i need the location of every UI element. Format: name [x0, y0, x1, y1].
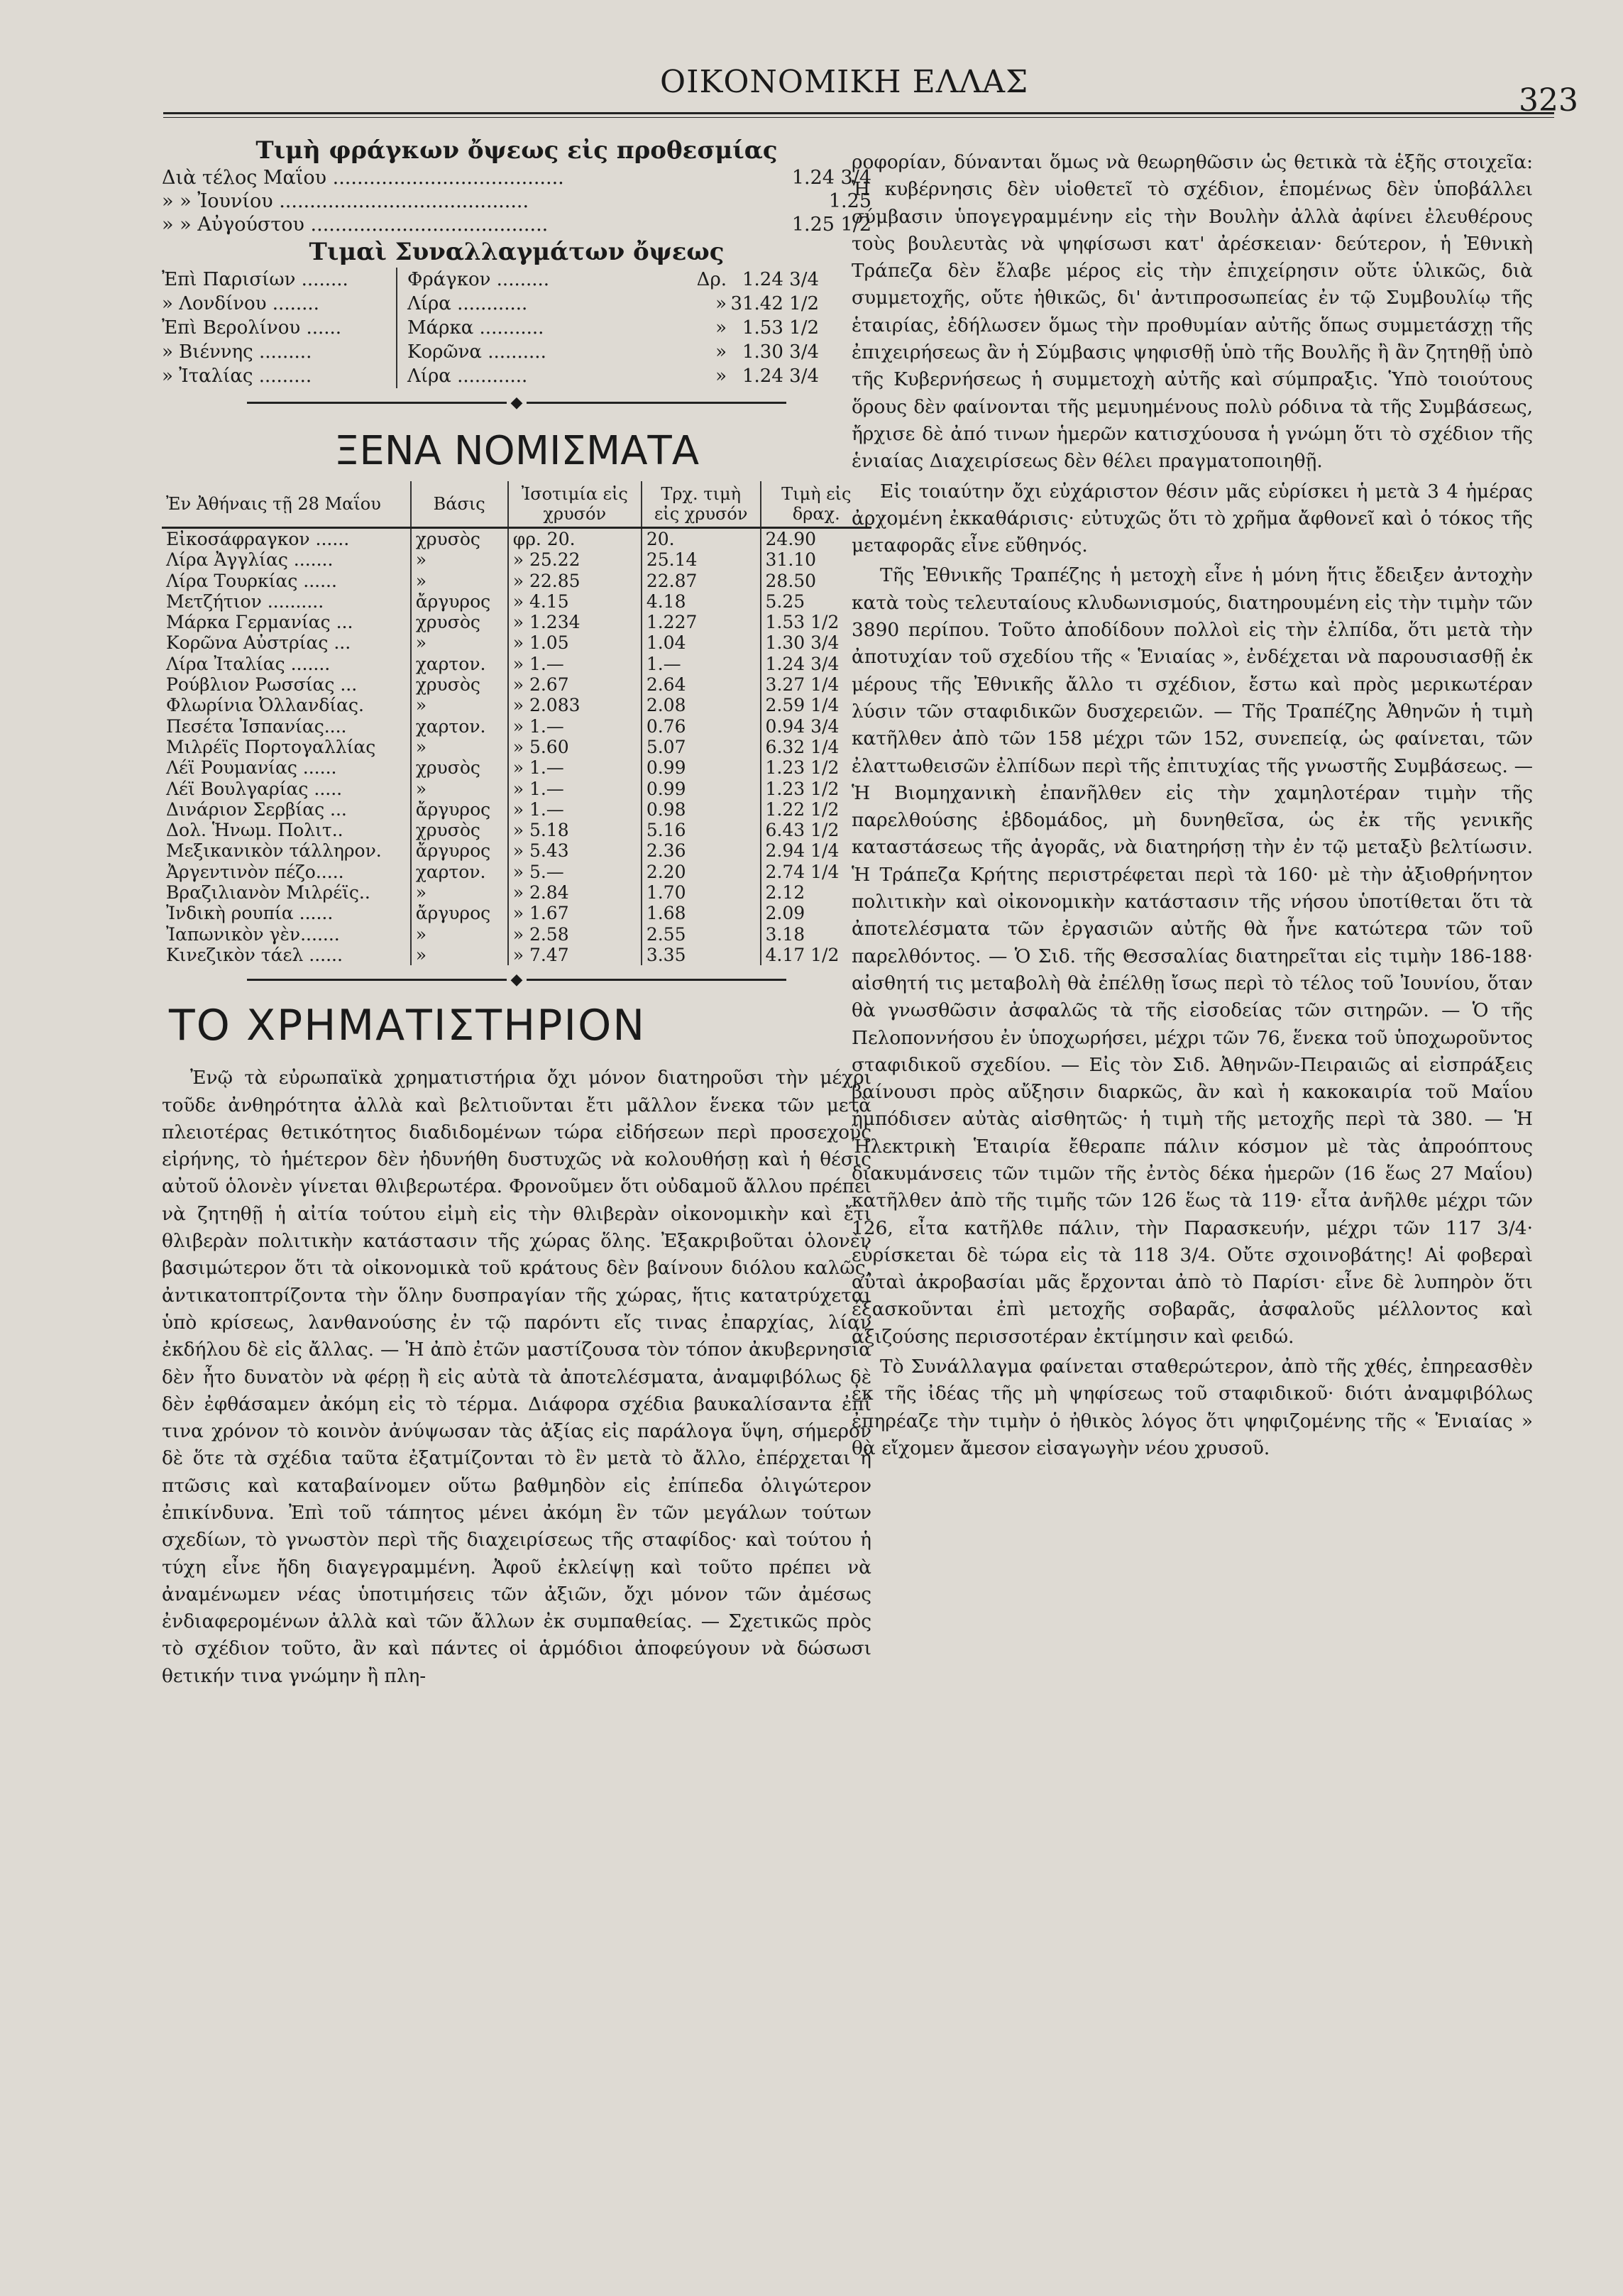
cell-current: 2.55 [642, 924, 761, 945]
table-row [162, 737, 871, 757]
article-paragraph: Εἰς τοιαύτην ὄχι εὐχάριστον θέσιν μᾶς εὑρίσκει ἡ μετὰ 3 4 ἡμέρας ἀρχομένη ἐκκαθάρισις· εὐτυχῶς ὅτι τὸ χρῆμα ἄφθονεῖ καὶ ὁ τόκος τῆς μεταφορᾶς εἶνε εὔθηνός. [852, 480, 1533, 557]
cell-price: 6.43 1/2 [761, 820, 871, 840]
cell-name: Πεσέτα Ἰσπανίας.... [166, 715, 347, 737]
cell-current: 1.70 [642, 882, 761, 903]
cell-price: 1.30 3/4 [761, 632, 871, 653]
cell-name: Κινεζικὸν τάελ ...... [166, 944, 343, 965]
forward-rate-row [162, 189, 871, 213]
table-row [162, 799, 871, 820]
forward-rates-list [162, 166, 871, 236]
cell-basis: ἄργυρος [411, 591, 508, 612]
header-rule-thin [163, 117, 1554, 118]
cell-name: Μετζήτιον .......... [166, 591, 324, 612]
cell-price: 2.59 1/4 [761, 695, 871, 715]
cell-parity: » 1.67 [508, 903, 642, 923]
cell-basis: χρυσὸς [411, 820, 508, 840]
cell-parity: » 5.60 [508, 737, 642, 757]
forward-rate-value: 1.25 [828, 190, 871, 212]
exchange-unit: » [715, 341, 727, 363]
cell-parity: » 5.43 [508, 840, 642, 861]
table-row [162, 591, 871, 612]
exchange-city: » Ἰταλίας ......... [162, 366, 312, 387]
table-row [162, 612, 871, 632]
table-row [162, 820, 871, 840]
article-left-text [162, 1065, 871, 1690]
table-row [162, 862, 871, 882]
exchange-city: » Λονδίνου ........ [162, 293, 319, 314]
cell-current: 22.87 [642, 571, 761, 591]
cell-basis: ἄργυρος [411, 903, 508, 923]
exchange-unit: » [715, 293, 727, 314]
cell-price: 1.24 3/4 [761, 654, 871, 674]
cell-name: Δολ. Ἡνωμ. Πολιτ.. [166, 820, 343, 841]
cell-parity: » 1.— [508, 716, 642, 737]
exchange-city: Ἐπὶ Παρισίων ........ [162, 269, 348, 290]
foreign-currencies-body [162, 528, 871, 966]
cell-parity: » 1.— [508, 799, 642, 820]
cell-basis: » [411, 695, 508, 715]
table-row [162, 674, 871, 695]
foreign-currencies-table [162, 481, 871, 965]
table-row [162, 632, 871, 653]
cell-price: 2.94 1/4 [761, 840, 871, 861]
cell-parity: φρ. 20. [508, 528, 642, 550]
cell-parity: » 2.58 [508, 924, 642, 945]
table-row [162, 779, 871, 799]
cell-price: 1.22 1/2 [761, 799, 871, 820]
exchange-rate-row [162, 292, 871, 316]
cell-basis: » [411, 924, 508, 945]
cell-name: Λίρα Τουρκίας ...... [166, 570, 337, 591]
section-divider-2 [162, 971, 871, 988]
exchange-city: » Βιέννης ......... [162, 341, 312, 363]
article-title: ΤΟ ΧΡΗΜΑΤΙΣΤΗΡΙΟΝ [169, 1001, 647, 1051]
exchange-rate-row [162, 340, 871, 364]
exchange-rates-list [162, 268, 871, 388]
forward-rate-label: » » Ἰουνίου ......................................... [162, 190, 529, 212]
cell-parity: » 1.05 [508, 632, 642, 653]
cell-basis: χαρτον. [411, 716, 508, 737]
cell-price: 28.50 [761, 571, 871, 591]
table-row [162, 695, 871, 715]
cell-parity: » 7.47 [508, 945, 642, 965]
exchange-unit: » [715, 366, 727, 387]
cell-name: Ἰνδικὴ ρουπία ...... [166, 903, 334, 924]
cell-name: Λίρα Ἰταλίας ....... [166, 653, 331, 674]
cell-basis: » [411, 632, 508, 653]
cell-current: 2.64 [642, 674, 761, 695]
table-row [162, 716, 871, 737]
cell-price: 2.74 1/4 [761, 862, 871, 882]
cell-basis: ἄργυρος [411, 799, 508, 820]
cell-name: Κορῶνα Αὐστρίας ... [166, 632, 351, 654]
cell-current: 1.04 [642, 632, 761, 653]
exchange-unit: Δρ. [696, 269, 727, 290]
forward-rates-title: Τιμὴ φράγκων ὄψεως εἰς προθεσμίας [255, 136, 778, 165]
cell-parity: » 1.234 [508, 612, 642, 632]
cell-current: 0.99 [642, 757, 761, 778]
cell-price: 6.32 1/4 [761, 737, 871, 757]
forward-rate-label: » » Αὐγούστου ....................................... [162, 214, 549, 236]
cell-name: Μεξικανικὸν τάλληρον. [166, 840, 382, 862]
exchange-value: 1.24 3/4 [742, 269, 819, 290]
cell-current: 5.16 [642, 820, 761, 840]
exchange-currency: Λίρα ............ [396, 292, 677, 316]
article-right-text [852, 149, 1533, 1462]
cell-basis: » [411, 571, 508, 591]
cell-parity: » 5.18 [508, 820, 642, 840]
cell-current: 1.68 [642, 903, 761, 923]
cell-name: Μιλρέϊς Πορτογαλλίας [166, 736, 376, 757]
cell-basis: ἄργυρος [411, 840, 508, 861]
article-paragraph: Τὸ Συνάλλαγμα φαίνεται σταθερώτερον, ἀπὸ τῆς χθές, ἐπηρεασθὲν ἐκ τῆς ἰδέας τῆς μὴ ψηφίσεως τοῦ σταφιδικοῦ· διότι ἀναμφιβόλως ἐπηρέαζε τὴν τιμὴν ὁ ἠθικὸς λόγος ὅτι ψηφιζομένης τῆς « Ἑνιαίας » θὰ εἴχομεν ἄμεσον εἰσαγωγὴν νέου χρυσοῦ. [852, 1356, 1533, 1459]
cell-current: 1.227 [642, 612, 761, 632]
cell-basis: χρυσὸς [411, 528, 508, 550]
cell-name: Ρούβλιον Ρωσσίας ... [166, 674, 358, 696]
forward-rate-label: Διὰ τέλος Μαΐου ...................................... [162, 167, 564, 189]
cell-price: 1.53 1/2 [761, 612, 871, 632]
cell-price: 2.09 [761, 903, 871, 923]
cell-basis: χρυσὸς [411, 612, 508, 632]
cell-name: Εἰκοσάφραγκον ...... [166, 529, 350, 549]
cell-name: Δινάριον Σερβίας ... [166, 798, 347, 820]
cell-parity: » 2.67 [508, 674, 642, 695]
cell-parity: » 5.— [508, 862, 642, 882]
table-row [162, 924, 871, 945]
exchange-currency: Φράγκον ......... [396, 268, 677, 292]
divider-ornament: ◆ [507, 394, 527, 412]
cell-parity: » 1.— [508, 779, 642, 799]
table-row [162, 757, 871, 778]
exchange-rates-section [162, 236, 871, 388]
cell-name: Λέϊ Ρουμανίας ...... [166, 757, 337, 779]
cell-price: 5.25 [761, 591, 871, 612]
cell-basis: » [411, 549, 508, 570]
cell-basis: » [411, 882, 508, 903]
cell-name: Φλωρίνια Ὀλλανδίας. [166, 695, 365, 716]
cell-name: Λέϊ Βουλγαρίας ..... [166, 778, 343, 799]
col-header-parity: Ἰσοτιμία εἰς χρυσόν [508, 481, 642, 528]
table-header-row [162, 481, 871, 528]
section-divider [162, 394, 871, 411]
col-header-basis: Βάσις [411, 481, 508, 528]
cell-current: 20. [642, 528, 761, 550]
cell-current: 2.20 [642, 862, 761, 882]
cell-price: 31.10 [761, 549, 871, 570]
cell-price: 4.17 1/2 [761, 945, 871, 965]
table-row [162, 903, 871, 923]
forward-rate-value: 1.24 3/4 [791, 167, 871, 189]
header-rule [163, 112, 1554, 114]
article-paragraph: ροφορίαν, δύνανται ὅμως νὰ θεωρηθῶσιν ὡς θετικὰ τὰ ἑξῆς στοιχεῖα: Ἡ κυβέρνησις δὲν υἱοθετεῖ τὸ σχέδιον, ἑπομένως δὲν ὑποβάλλει σύμβασιν ὑπογεγραμμένην εἰς τὴν Βουλὴν ἀλλὰ ἀφίνει ἐλευθέρους τοὺς βουλευτὰς νὰ ψηφίσωσι κατ' ἀρέσκειαν· δεύτερον, ἡ Ἐθνικὴ Τράπεζα δὲν ἔλαβε μέρος εἰς τὴν ἐπιχείρησιν οὔτε ὑλικῶς, διὰ συμμετοχῆς, οὔτε ἠθικῶς, δι' ἀντιπροσωπείας ἐν τῷ Συμβουλίῳ τῆς ἑταιρίας, ἐδήλωσεν ὅμως τὴν προθυμίαν αὐτῆς ὅπως συμμετάσχῃ τῆς ἐπιχειρήσεως ἂν ἡ Σύμβασις ψηφισθῇ ὑπὸ τῆς Βουλῆς ἢ ἂν ζητηθῇ ὑπὸ τῆς Κυβερνήσεως ἡ συμμετοχὴ αὐτῆς καὶ σύμπραξις. Ὑπὸ τοιούτους ὅρους δὲν φαίνονται τῆς μεμυημένους πολὺ ρόδινα τὰ τῆς Συμβάσεως, ἤρχισε δὲ ἀπό τινων ἡμερῶν κατισχύουσα ἡ γνώμη ὅτι τὸ σχέδιον τῆς ἑνιαίας Διαχειρίσεως δὲν θέλει πραγματοποιηθῇ. [852, 151, 1533, 473]
exchange-value: 31.42 1/2 [730, 293, 819, 314]
exchange-value: 1.24 3/4 [742, 366, 819, 387]
page-header [0, 64, 1623, 119]
exchange-currency: Κορῶνα .......... [396, 340, 677, 364]
cell-current: 0.99 [642, 779, 761, 799]
forward-rates-section [162, 135, 871, 236]
cell-basis: χαρτον. [411, 862, 508, 882]
cell-parity: » 22.85 [508, 571, 642, 591]
cell-name: Ἰαπωνικὸν γὲν....... [166, 923, 340, 945]
exchange-city: Ἐπὶ Βερολίνου ...... [162, 317, 342, 339]
cell-parity: » 25.22 [508, 549, 642, 570]
cell-current: 0.76 [642, 716, 761, 737]
forward-rate-row [162, 213, 871, 236]
article-paragraph: Ἐνῷ τὰ εὐρωπαϊκὰ χρηματιστήρια ὄχι μόνον διατηροῦσι τὴν μέχρι τοῦδε ἀνθηρότητα ἀλλὰ καὶ βελτιοῦνται ἔτι μᾶλλον ἕνεκα τῶν μετὰ πλειοτέρας θετικότητος διαδιδομένων τώρα εἰδήσεων περὶ προσεχοῦς εἰρήνης, τὸ ἡμέτερον δὲν ἠδυνήθη δυστυχῶς νὰ κολουθήσῃ καὶ ἡ θέσις αὐτοῦ ὁλονὲν γίνεται θλιβερωτέρα. Φρονοῦμεν ὅτι οὐδαμοῦ ἄλλου πρέπει νὰ ζητηθῇ ἡ αἰτία τούτου εἰμὴ εἰς τὴν θλιβερὰν οἰκονομικὴν καὶ ἔτι θλιβερὰν πολιτικὴν κατάστασιν τῆς χώρας ὅλης. Ἐξακριβοῦται ὁλονὲν βασιμώτερον ὅτι τὰ οἰκονομικὰ τοῦ κράτους δὲν βαίνουν διόλου καλῶς, ἀντικατοπτρίζοντα τὴν ὅλην δυσπραγίαν τῆς χώρας, ἥτις κατατρύχεται ὑπὸ κρίσεως, λανθανούσης ἐν τῷ παρόντι εἴς τινας ἐπαρχίας, λίαν ἐκδήλου δὲ εἰς ἄλλας. — Ἡ ἀπὸ ἐτῶν μαστίζουσα τὸν τόπον ἀκυβερνησία δὲν ἦτο δυνατὸν νὰ φέρῃ ἢ εἰς αὐτὰ τὰ ἀποτελέσματα, ἀναμφιβόλως δὲ δὲν ἐφθάσαμεν ἀκόμη εἰς τὸ τέρμα. Διάφορα σχέδια βαυκαλίσαντα ἐπί τινα χρόνον τὸ κοινὸν ἀνύψωσαν τὰς ἀξίας εἰς παράλογα ὕψη, σήμερον δὲ ὅτε τὰ σχέδια ταῦτα ἐξατμίζονται τὸ ἓν μετὰ τὸ ἄλλο, ἐπέρχεται ἡ πτῶσις καὶ καταβαίνομεν οὕτω βαθμηδὸν εἰς ἐπίπεδα ὀλιγώτερον ἐπικίνδυνα. Ἐπὶ τοῦ τάπητος μένει ἀκόμη ἓν τῶν μεγάλων τούτων σχεδίων, τὸ γνωστὸν περὶ τῆς διαχειρίσεως τῆς σταφίδος· καὶ τούτου ἡ τύχη εἶνε ἤδη διαγεγραμμένη. Ἀφοῦ ἐκλείψῃ καὶ τοῦτο πρέπει νὰ ἀναμένωμεν νέας ὑποτιμήσεις τῶν ἀξιῶν, ὄχι μόνον τῶν ἀμέσως ἐνδιαφερομένων ἀλλὰ καὶ τῶν ἄλλων ἐκ συμπαθείας. — Σχετικῶς πρὸς τὸ σχέδιον τοῦτο, ἂν καὶ πάντες οἱ ἁρμόδιοι ἀποφεύγουν νὰ δώσωσι θετικήν τινα γνώμην ἢ πλη- [162, 1067, 871, 1687]
cell-price: 1.23 1/2 [761, 757, 871, 778]
cell-parity: » 2.083 [508, 695, 642, 715]
cell-current: 25.14 [642, 549, 761, 570]
divider-ornament: ◆ [507, 971, 527, 989]
cell-parity: » 2.84 [508, 882, 642, 903]
cell-name: Λίρα Ἀγγλίας ....... [166, 549, 334, 571]
publication-title: ΟΙΚΟΝΟΜΙΚΗ ΕΛΛΑΣ [660, 64, 1029, 100]
table-row [162, 571, 871, 591]
cell-name: Μάρκα Γερμανίας ... [166, 612, 353, 633]
cell-basis: » [411, 945, 508, 965]
exchange-rate-row [162, 268, 871, 292]
cell-price: 1.23 1/2 [761, 779, 871, 799]
cell-current: 2.08 [642, 695, 761, 715]
cell-name: Ἀργεντινὸν πέζο..... [166, 861, 344, 882]
table-row [162, 654, 871, 674]
cell-price: 24.90 [761, 528, 871, 550]
cell-basis: χρυσὸς [411, 674, 508, 695]
cell-price: 0.94 3/4 [761, 716, 871, 737]
exchange-currency: Μάρκα ........... [396, 316, 677, 340]
cell-current: 0.98 [642, 799, 761, 820]
exchange-value: 1.53 1/2 [742, 317, 819, 339]
col-header-price: Τιμὴ εἰς δραχ. [761, 481, 871, 528]
article-paragraph: Τῆς Ἐθνικῆς Τραπέζης ἡ μετοχὴ εἶνε ἡ μόνη ἥτις ἔδειξεν ἀντοχὴν κατὰ τοὺς τελευταίους κλυδωνισμούς, διατηρουμένη εἰς τὴν τιμὴν τῶν 3890 περίπου. Τοῦτο ἀποδίδουν πολλοὶ εἰς τὴν ἐλπίδα, ὅτι μετὰ τὴν ἀποτυχίαν τοῦ σχεδίου τῆς « Ἑνιαίας », ἐνδέχεται νὰ παρουσιασθῇ ἐκ μέρους τῆς Ἐθνικῆς ἄλλο τι σχέδιον, ἔστω καὶ πρὸς μερικωτέραν λύσιν τῶν σταφιδικῶν δυσχερειῶν. — Τῆς Τραπέζης Ἀθηνῶν ἡ τιμὴ κατῆλθεν ἀπὸ τῶν 158 μέχρι τῶν 152, συνεπείᾳ, ὡς φαίνεται, τῶν ἐλαττωθεισῶν ἐλπίδων περὶ τῆς ἐπιτυχίας τῆς γνωστῆς Συμβάσεως. — Ἡ Βιομηχανικὴ ἐπανῆλθεν εἰς τὴν χαμηλοτέραν τιμὴν τῆς παρελθούσης ἑβδομάδος, μὴ δυνηθεῖσα, ὡς ἐκ τῆς γενικῆς καταστάσεως τῆς ἀγορᾶς, νὰ διατηρήσῃ τὴν ἐν τῷ μεταξὺ βελτίωσιν. Ἡ Τράπεζα Κρήτης περιστρέφεται περὶ τὰ 160· μὲ τὴν ἀξιοθρήνητον πολιτικὴν καὶ οἰκονομικὴν κατάστασιν τῆς νήσου ὑποτίθεται ὅτι τὰ ἀποτελέσματα τῶν ἐργασιῶν αὐτῆς θὰ ἦνε κατώτερα τῶν τοῦ παρελθόντος. — Ὁ Σιδ. τῆς Θεσσαλίας διατηρεῖται εἰς τιμὴν 186-188· αἰσθητή τις μεταβολὴ θὰ ἐπέλθῃ ἴσως περὶ τὸ τέλος τοῦ Ἰουνίου, ὅταν θὰ γνωσθῶσιν ἀσφαλῶς τὰ τῆς εἰσοδείας τῶν σιτηρῶν. — Ὁ τῆς Πελοποννήσου ἐν ὑποχωρήσει, μέχρι τῶν 76, ἕνεκα τοῦ ὑποχωροῦντος σταφιδικοῦ σχεδίου. — Εἰς τὸν Σιδ. Ἀθηνῶν-Πειραιῶς αἱ εἰσπράξεις βαίνουσι πρὸς αὔξησιν διαρκῶς, ἂν καὶ ἡ κακοκαιρία τοῦ Μαΐου ἠμπόδισεν αὐτὰς αἰσθητῶς· ἡ τιμὴ τῆς μετοχῆς περὶ τὰ 380. — Ἡ Ἠλεκτρικὴ Ἑταιρία ἔθεραπε πάλιν κόσμον μὲ τὰς ἀπροόπτους διακυμάνσεις τῶν τιμῶν τῆς ἐντὸς δέκα ἡμερῶν (16 ἕως 27 Μαΐου) κατῆλθεν ἀπὸ τῆς τιμῆς τῶν 126 ἕως τὰ 119· εἶτα ἀνῆλθε μέχρι τῶν 126, εἶτα κατῆλθε πάλιν, τὴν Παρασκευήν, μέχρι τῶν 117 3/4· εὑρίσκεται δὲ τώρα εἰς τὰ 118 3/4. Οὔτε σχοινοβάτης! Αἱ φοβεραὶ αὐταὶ ἀκροβασίαι μᾶς ἔρχονται ἀπὸ τὸ Παρίσι· εἶνε δὲ λυπηρὸν ὅτι ἐξασκοῦνται ἐπὶ μετοχῆς σοβαρᾶς, ἀσφαλοῦς μέλλοντος καὶ ἀξιζούσης περισσοτέραν ἐκτίμησιν καὶ φειδώ. [852, 564, 1533, 1348]
cell-current: 4.18 [642, 591, 761, 612]
forward-rate-row [162, 166, 871, 189]
cell-price: 3.27 1/4 [761, 674, 871, 695]
exchange-currency: Λίρα ............ [396, 364, 677, 388]
forward-rate-value: 1.25 1/2 [791, 214, 871, 236]
cell-price: 2.12 [761, 882, 871, 903]
table-row [162, 945, 871, 965]
exchange-value: 1.30 3/4 [742, 341, 819, 363]
cell-current: 3.35 [642, 945, 761, 965]
cell-parity: » 1.— [508, 654, 642, 674]
exchange-unit: » [715, 317, 727, 339]
cell-basis: χαρτον. [411, 654, 508, 674]
exchange-rate-row [162, 316, 871, 340]
cell-price: 3.18 [761, 924, 871, 945]
col-header-current: Τρχ. τιμὴ εἰς χρυσόν [642, 481, 761, 528]
cell-current: 2.36 [642, 840, 761, 861]
cell-current: 1.— [642, 654, 761, 674]
table-row [162, 882, 871, 903]
cell-parity: » 4.15 [508, 591, 642, 612]
foreign-currencies-title: ΞΕΝΑ ΝΟΜΙΣΜΑΤΑ [334, 428, 700, 474]
table-row [162, 528, 871, 550]
page-number: 323 [1519, 82, 1578, 119]
table-row [162, 549, 871, 570]
table-row [162, 840, 871, 861]
left-column [162, 135, 871, 1690]
cell-current: 5.07 [642, 737, 761, 757]
cell-basis: » [411, 737, 508, 757]
exchange-rates-title: Τιμαὶ Συναλλαγμάτων ὄψεως [309, 238, 725, 266]
cell-basis: χρυσὸς [411, 757, 508, 778]
cell-parity: » 1.— [508, 757, 642, 778]
col-header-date: Ἐν Ἀθήναις τῇ 28 Μαΐου [166, 494, 381, 514]
cell-basis: » [411, 779, 508, 799]
exchange-rate-row [162, 364, 871, 388]
cell-name: Βραζιλιανὸν Μιλρέϊς.. [166, 882, 370, 903]
